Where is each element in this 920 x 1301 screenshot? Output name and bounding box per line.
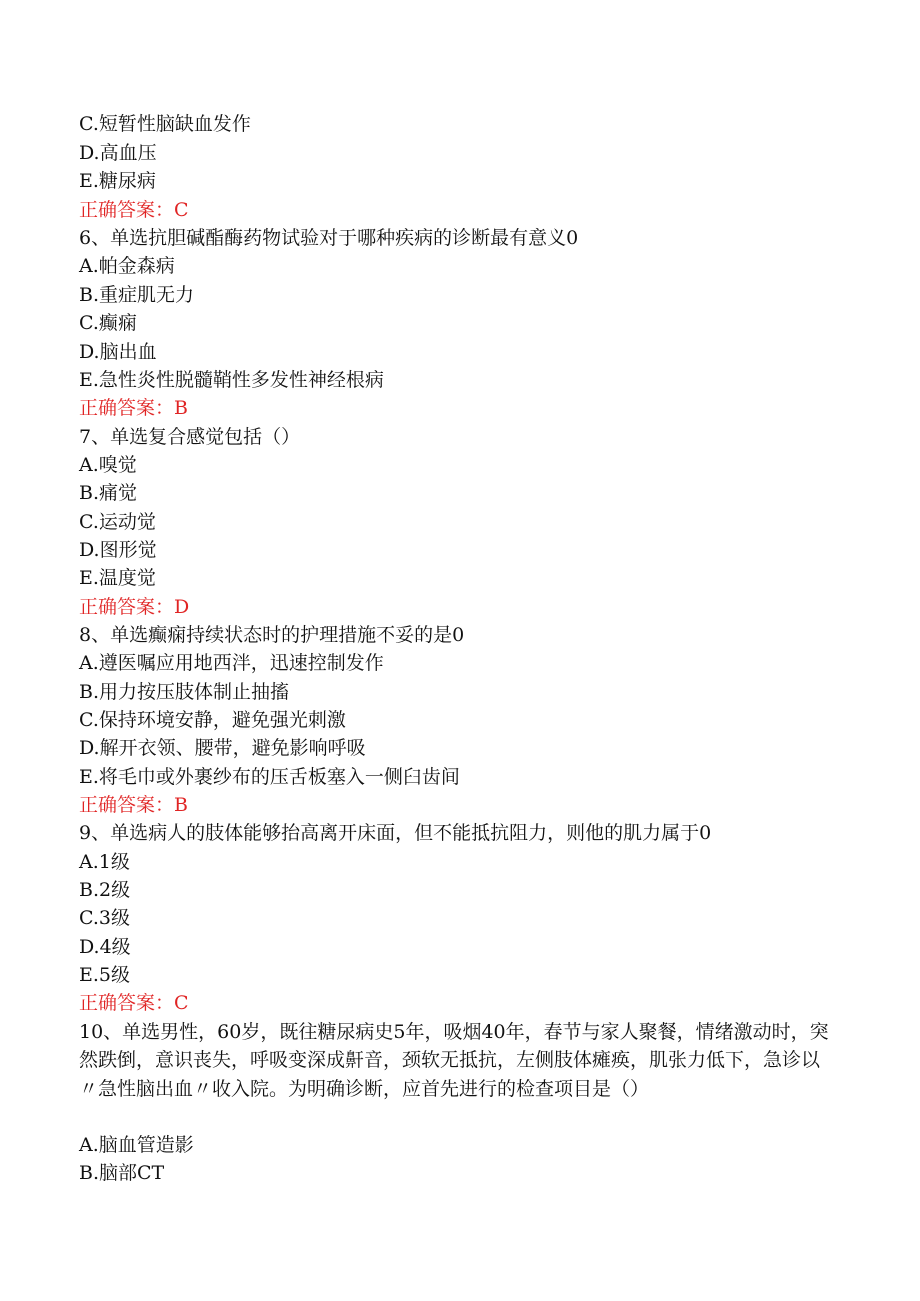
option-a-q10: A.脑血管造影 xyxy=(79,1134,194,1156)
answer-q7: 正确答案：D xyxy=(79,596,190,618)
option-a-q9: A.1级 xyxy=(79,851,130,873)
question-8: 8、单选癫痫持续状态时的护理措施不妥的是0 xyxy=(79,624,465,646)
question-7: 7、单选复合感觉包括（） xyxy=(79,426,301,448)
option-a-q6: A.帕金森病 xyxy=(79,255,175,277)
option-c-q9: C.3级 xyxy=(79,907,130,929)
option-d-q5: D.高血压 xyxy=(79,142,157,164)
option-c-q5: C.短暂性脑缺血发作 xyxy=(79,113,251,135)
option-d-q8: D.解开衣领、腰带，避免影响呼吸 xyxy=(79,737,366,759)
option-c-q7: C.运动觉 xyxy=(79,511,156,533)
answer-q8: 正确答案：B xyxy=(79,794,188,816)
option-b-q10: B.脑部CT xyxy=(79,1162,165,1184)
option-d-q7: D.图形觉 xyxy=(79,539,157,561)
option-a-q8: A.遵医嘱应用地西泮，迅速控制发作 xyxy=(79,652,384,674)
option-b-q7: B.痛觉 xyxy=(79,482,138,504)
option-b-q6: B.重症肌无力 xyxy=(79,284,195,306)
option-b-q9: B.2级 xyxy=(79,879,131,901)
question-10: 10、单选男性，60岁，既往糖尿病史5年，吸烟40年，春节与家人聚餐，情绪激动时，突然跌倒，意识丧失，呼吸变深成鼾音，颈软无抵抗，左侧肢体瘫痪，肌张力低下，急诊以〃急性脑出血〃收入院。为明确诊断，应首先进行的检查项目是（） xyxy=(79,1021,829,1100)
question-6: 6、单选抗胆碱酯酶药物试验对于哪种疾病的诊断最有意义0 xyxy=(79,227,579,249)
option-e-q8: E.将毛巾或外裹纱布的压舌板塞入一侧臼齿间 xyxy=(79,766,460,788)
option-c-q6: C.癫痫 xyxy=(79,312,137,334)
option-e-q5: E.糖尿病 xyxy=(79,170,156,192)
option-e-q6: E.急性炎性脱髓鞘性多发性神经根病 xyxy=(79,369,384,391)
option-e-q9: E.5级 xyxy=(79,964,130,986)
answer-q9: 正确答案：C xyxy=(79,992,189,1014)
answer-q6: 正确答案：B xyxy=(79,397,188,419)
option-d-q9: D.4级 xyxy=(79,936,131,958)
option-b-q8: B.用力按压肢体制止抽搐 xyxy=(79,681,290,703)
answer-q5: 正确答案：C xyxy=(79,199,189,221)
option-c-q8: C.保持环境安静，避免强光刺激 xyxy=(79,709,346,731)
option-a-q7: A.嗅觉 xyxy=(79,454,137,476)
option-e-q7: E.温度觉 xyxy=(79,567,156,589)
question-9: 9、单选病人的肢体能够抬高离开床面，但不能抵抗阻力，则他的肌力属于0 xyxy=(79,822,712,844)
option-d-q6: D.脑出血 xyxy=(79,341,157,363)
